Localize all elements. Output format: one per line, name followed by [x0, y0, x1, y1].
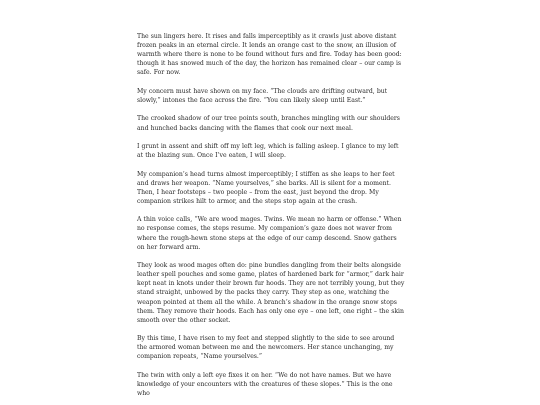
paragraph: By this time, I have risen to my feet and stepped slightly to the side to see around the armored woman between me and the newcomers. Her stance unchanging, my companion repeats, “Name yourselves.”: [137, 335, 395, 361]
paragraph: The crooked shadow of our tree points south, branches mingling with our shoulders and hunched backs dancing with the flames that cook our next meal.: [137, 115, 400, 132]
paragraph: The twin with only a left eye fixes it on her. “We do not have names. But we have knowledge of your encounters with the creatures of these slopes.” This is the one who: [137, 371, 393, 398]
paragraph: A thin voice calls, “We are wood mages. Twins. We mean no harm or offense.” When no response comes, the steps resume. My companion’s gaze does not waver from where the rough-hewn stone steps at the edge of our camp descend. Snow gathers on her forward arm.: [137, 216, 402, 251]
paragraph: My concern must have shown on my face. “The clouds are drifting outward, but slowly,” intones the face across the fire. “You can likely sleep until East.”: [137, 87, 388, 104]
story-text: [137, 32, 405, 405]
paragraph: I grunt in assent and shift off my left leg, which is falling asleep. I glance to my left at the blazing sun. Once I’ve eaten, I will sleep.: [137, 143, 399, 160]
paragraph: My companion’s head turns almost imperceptibly; I stiffen as she leaps to her feet and draws her weapon. “Name yourselves,” she barks. All is silent for a moment. Then, I hear footsteps – two people – from the east, just beyond the drop. My companion strikes hilt to armor, and the steps stop again at the crash.: [137, 170, 395, 205]
paragraph: They look as wood mages often do: pine bundles dangling from their belts alongside leather spell pouches and some game, plates of hardened bark for “armor,” dark hair kept neat in knots under their brown fur hoods. They are not terribly young, but they stand straight, unbowed by the packs they carry. They step as one, watching the weapon pointed at them all the while. A branch’s shadow in the orange snow stops them. They remove their hoods. Each has only one eye – one left, one right – the skin smooth over the other socket.: [137, 262, 405, 324]
paragraph: The sun lingers here. It rises and falls imperceptibly as it crawls just above distant frozen peaks in an eternal circle. It lends an orange cast to the snow, an illusion of warmth where there is none to be found without furs and fire. Today has been good: though it has snowed much of the day, the horizon has remained clear – our camp is safe. For now.: [137, 33, 402, 77]
